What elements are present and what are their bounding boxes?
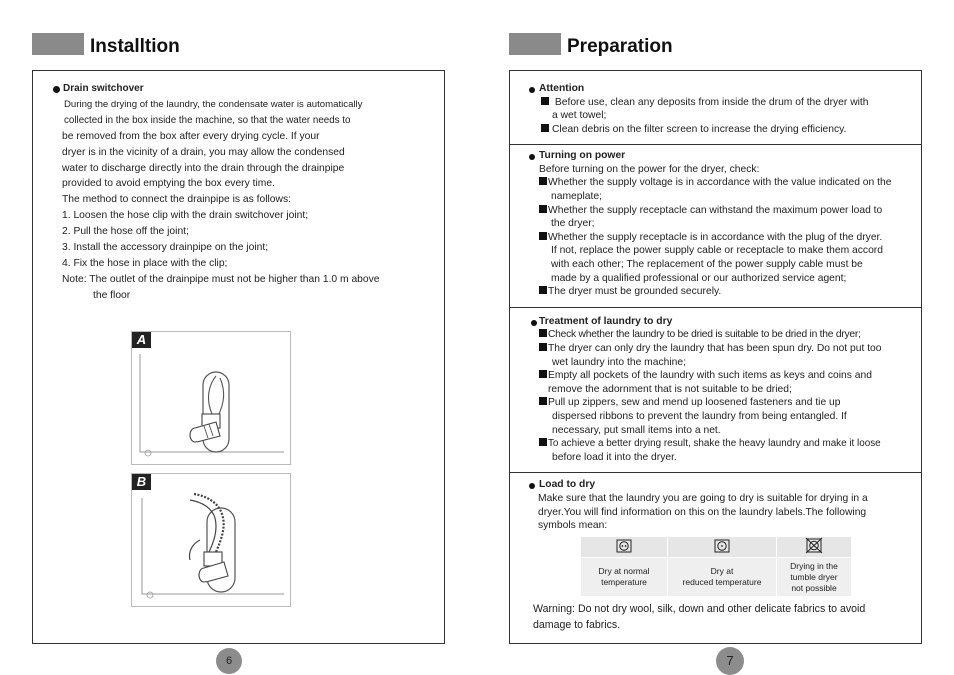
square-bullet-icon (539, 329, 547, 337)
drain-step-3: 3. Install the accessory drainpipe on the joint; (62, 242, 269, 253)
treatment-item-continued: dispersed ribbons to prevent the laundry from being entangled. If (552, 411, 847, 422)
power-intro: Before turning on the power for the dryer, check: (539, 164, 760, 175)
power-check-continued: with each other; The replacement of the power supply cable must be (551, 259, 863, 270)
power-check-item: Whether the supply receptacle is in accordance with the plug of the dryer. (539, 231, 882, 245)
page-title-left: Installtion (90, 36, 180, 57)
symbol-label: Dry at (710, 566, 734, 576)
symbol-label-cell (581, 558, 668, 597)
square-bullet-icon (539, 370, 547, 378)
section-divider (509, 472, 921, 473)
section-divider (509, 307, 921, 308)
do-not-tumble-dry-icon (805, 537, 823, 554)
treatment-item: Empty all pockets of the laundry with such items as keys and coins and (539, 369, 872, 383)
figure-label: A (132, 332, 151, 348)
load-heading: Load to dry (539, 479, 596, 490)
symbol-label: not possible (791, 582, 837, 593)
bullet-icon (53, 86, 60, 93)
section-divider (509, 144, 921, 145)
header-bar-right (509, 33, 561, 55)
power-check-continued: nameplate; (551, 191, 602, 202)
page-title-right: Preparation (567, 36, 673, 57)
load-text-line: Make sure that the laundry you are going to dry is suitable for drying in a (538, 493, 868, 504)
treatment-item-continued: necessary, put small items into a net. (552, 425, 721, 436)
warning-text-continued: damage to fabrics. (533, 619, 621, 631)
drain-text-line: dryer is in the vicinity of a drain, you may allow the condensed (62, 147, 345, 158)
drain-text-line: During the drying of the laundry, the condensate water is automatically (64, 99, 363, 110)
figure-a-hose-on-joint (131, 331, 291, 465)
symbol-label: Drying in the (790, 560, 838, 571)
attention-item: Clean debris on the filter screen to increase the drying efficiency. (541, 123, 846, 137)
treatment-heading: Treatment of laundry to dry (539, 316, 673, 327)
symbol-label-cell (668, 558, 777, 597)
symbol-label-cell (777, 558, 852, 597)
square-bullet-icon (541, 124, 549, 132)
bullet-icon (529, 87, 535, 93)
power-check-item: Whether the supply voltage is in accordance with the value indicated on the (539, 176, 891, 190)
hose-joint-illustration (132, 332, 290, 464)
treatment-item: Check whether the laundry to be dried is suitable to be dried in the dryer; (539, 328, 861, 342)
treatment-item: The dryer can only dry the laundry that has been spun dry. Do not put too (539, 342, 882, 356)
treatment-item: Pull up zippers, sew and mend up loosened fasteners and tie up (539, 396, 841, 410)
power-heading: Turning on power (539, 150, 626, 161)
figure-b-drainpipe-installed (131, 473, 291, 607)
symbol-cell (668, 537, 777, 558)
load-text-line: dryer.You will find information on this on the laundry labels.The following (538, 507, 867, 518)
treatment-item-continued: before load it into the dryer. (552, 452, 677, 463)
figure-label: B (132, 474, 151, 490)
load-text-line: symbols mean: (538, 520, 608, 531)
drain-text-line: be removed from the box after every drying cycle. If your (62, 131, 320, 142)
bullet-icon (531, 320, 537, 326)
square-bullet-icon (539, 343, 547, 351)
page-number-badge-left: 6 (216, 648, 242, 674)
treatment-item-continued: wet laundry into the machine; (552, 357, 686, 368)
square-bullet-icon (539, 286, 547, 294)
attention-item-continued: a wet towel; (552, 110, 607, 121)
power-check-item: The dryer must be grounded securely. (539, 285, 721, 299)
symbol-label: Dry at normal (598, 566, 650, 576)
drainpipe-illustration (132, 474, 290, 606)
drain-step-1: 1. Loosen the hose clip with the drain switchover joint; (62, 210, 309, 221)
care-symbols-table (581, 537, 851, 596)
symbol-label: temperature (601, 577, 647, 587)
power-check-continued: made by a qualified professional or our authorized service agent; (551, 273, 847, 284)
drain-text-line: The method to connect the drainpipe is as follows: (62, 194, 291, 205)
drain-text-line: water to discharge directly into the drain through the drainpipe (62, 163, 345, 174)
symbol-label: tumble dryer (790, 571, 838, 582)
drain-step-2: 2. Pull the hose off the joint; (62, 226, 189, 237)
square-bullet-icon (539, 205, 547, 213)
page-number-badge-right: 7 (716, 647, 744, 675)
section-heading-drain: Drain switchover (63, 83, 144, 94)
square-bullet-icon (539, 397, 547, 405)
attention-item: Before use, clean any deposits from inside the drum of the dryer with (541, 96, 869, 110)
power-check-continued: If not, replace the power supply cable or receptacle to make them accord (551, 245, 883, 256)
symbol-cell (777, 537, 852, 558)
drain-note: Note: The outlet of the drainpipe must not be higher than 1.0 m above (62, 274, 380, 285)
attention-heading: Attention (539, 83, 585, 94)
bullet-icon (529, 154, 535, 160)
treatment-item: To achieve a better drying result, shake the heavy laundry and make it loose (539, 437, 881, 451)
square-bullet-icon (541, 97, 549, 105)
drain-note-continued: the floor (93, 290, 131, 301)
header-bar-left (32, 33, 84, 55)
square-bullet-icon (539, 232, 547, 240)
treatment-item-continued: remove the adornment that is not suitable to be dried; (548, 384, 792, 395)
symbol-label: reduced temperature (682, 577, 762, 587)
power-check-continued: the dryer; (551, 218, 595, 229)
power-check-item: Whether the supply receptacle can withstand the maximum power load to (539, 204, 882, 218)
tumble-dry-reduced-icon (714, 539, 730, 553)
square-bullet-icon (539, 438, 547, 446)
drain-text-line: collected in the box inside the machine, so that the water needs to (64, 115, 351, 126)
drain-text-line: provided to avoid emptying the box every time. (62, 178, 275, 189)
symbol-cell (581, 537, 668, 558)
tumble-dry-normal-icon (616, 539, 632, 553)
warning-text: Warning: Do not dry wool, silk, down and other delicate fabrics to avoid (533, 603, 866, 615)
square-bullet-icon (539, 177, 547, 185)
drain-step-4: 4. Fix the hose in place with the clip; (62, 258, 228, 269)
bullet-icon (529, 483, 535, 489)
